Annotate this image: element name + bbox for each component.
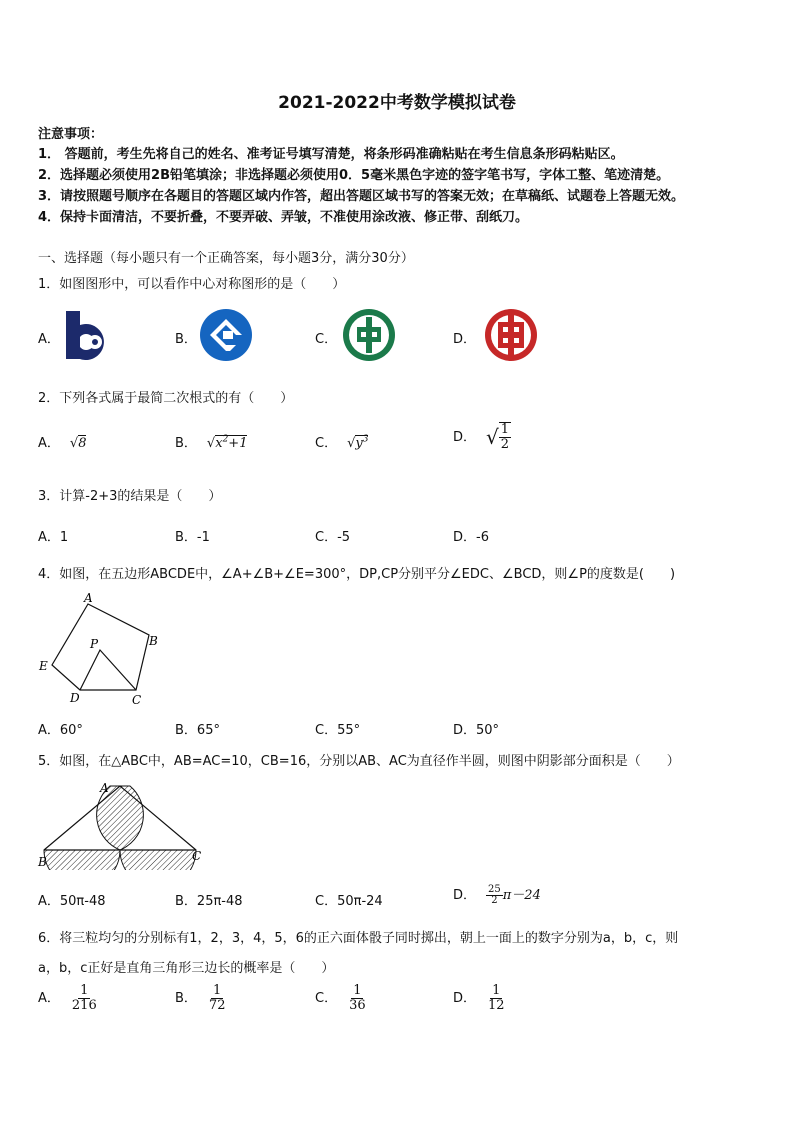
q6-a-numerator: 1 bbox=[80, 983, 89, 998]
figure-label-d: D bbox=[70, 691, 80, 705]
sqrt-icon: √ bbox=[69, 436, 79, 451]
q3-option-c: C．-5 bbox=[315, 530, 351, 545]
question-6-stem-line-2: a，b，c正好是直角三角形三边长的概率是（ ） bbox=[38, 961, 335, 976]
notice-item: 1． 答题前，考生先将自己的姓名、准考证号填写清楚，将条形码准确粘贴在考生信息条形码粘贴区。 bbox=[38, 147, 624, 162]
q2-c-exponent: 3 bbox=[362, 434, 369, 445]
notice-item: 2．选择题必须使用2B铅笔填涂；非选择题必须使用0．5毫米黑色字迹的签字笔书写，字体工整、笔迹清楚。 bbox=[38, 168, 670, 183]
sqrt-icon: √ bbox=[486, 425, 499, 449]
figure-label-p: P bbox=[90, 637, 99, 651]
q4-option-d: D．50° bbox=[453, 723, 500, 738]
q3-option-d: D．-6 bbox=[453, 530, 489, 545]
q6-c-denominator: 36 bbox=[349, 998, 366, 1013]
q5-d-denominator: 2 bbox=[491, 895, 498, 906]
q6-option-b-label: B． bbox=[175, 991, 197, 1006]
question-2-stem: 2．下列各式属于最简二次根式的有（ ） bbox=[38, 391, 294, 406]
figure-label-b: B bbox=[149, 634, 158, 648]
abc-logo-icon bbox=[341, 307, 397, 363]
q2-d-denominator: 2 bbox=[500, 437, 510, 452]
q6-option-d-label: D． bbox=[453, 991, 477, 1006]
sqrt-icon: √ bbox=[206, 436, 216, 451]
question-6-stem-line-1: 6．将三粒均匀的分别标有1，2，3，4，5，6的正六面体骰子同时掷出，朝上一面上的数字分别为a，b，c，则 bbox=[38, 931, 679, 946]
q3-option-a: A．1 bbox=[38, 530, 69, 545]
sqrt-icon: √ bbox=[347, 436, 356, 451]
q6-option-c bbox=[315, 984, 368, 1013]
q6-d-numerator: 1 bbox=[492, 983, 501, 998]
q1-option-d-label: D． bbox=[453, 332, 477, 347]
figure-label-b: B bbox=[38, 855, 47, 869]
figure-label-c: C bbox=[132, 693, 142, 707]
question-5-stem: 5．如图，在△ABC中，AB=AC=10，CB=16，分别以AB、AC为直径作半圆，则图中阴影部分面积是（ ） bbox=[38, 754, 680, 769]
q2-c-radicand: y bbox=[355, 436, 363, 451]
q6-option-b bbox=[175, 984, 227, 1013]
q2-option-b bbox=[175, 432, 247, 451]
q2-b-exponent: 2 bbox=[222, 434, 229, 445]
q2-option-a bbox=[38, 432, 86, 451]
q4-option-b: B．65° bbox=[175, 723, 220, 738]
q6-option-d bbox=[453, 984, 507, 1013]
q6-option-c-label: C． bbox=[315, 991, 338, 1006]
q5-option-c: C．50π-24 bbox=[315, 894, 383, 909]
q5-d-numerator: 25 bbox=[488, 884, 501, 895]
q2-option-b-label: B． bbox=[175, 436, 197, 451]
q3-option-b: B．-1 bbox=[175, 530, 210, 545]
q2-a-radicand: 8 bbox=[78, 436, 87, 451]
q2-option-d bbox=[453, 422, 511, 452]
q2-option-d-label: D． bbox=[453, 429, 477, 445]
q6-c-numerator: 1 bbox=[353, 983, 362, 998]
question-4-stem: 4．如图，在五边形ABCDE中，∠A+∠B+∠E=300°，DP,CP分别平分∠EDC、∠BCD，则∠P的度数是( ) bbox=[38, 567, 676, 582]
q5-option-d-label: D． bbox=[453, 888, 477, 903]
q6-d-denominator: 12 bbox=[488, 998, 505, 1013]
q6-b-numerator: 1 bbox=[213, 983, 222, 998]
q4-option-a: A．60° bbox=[38, 723, 83, 738]
q4-option-c: C．55° bbox=[315, 723, 361, 738]
figure-label-c: C bbox=[192, 849, 202, 863]
q2-b-tail: +1 bbox=[228, 436, 248, 451]
semicircle-figure bbox=[34, 778, 214, 870]
q1-option-a-label: A． bbox=[38, 332, 60, 347]
q6-a-denominator: 216 bbox=[71, 998, 97, 1013]
q5-option-d bbox=[453, 884, 541, 906]
notice-item: 3．请按照题号顺序在各题目的答题区域内作答，超出答题区域书写的答案无效；在草稿纸、试题卷上答题无效。 bbox=[38, 189, 685, 204]
notice-item: 4．保持卡面清洁，不要折叠，不要弄破、弄皱，不准使用涂改液、修正带、刮纸刀。 bbox=[38, 210, 529, 225]
question-3-stem: 3．计算-2+3的结果是（ ） bbox=[38, 489, 222, 504]
pentagon-figure bbox=[36, 590, 166, 708]
q5-option-b: B．25π-48 bbox=[175, 894, 243, 909]
q6-option-a-label: A． bbox=[38, 991, 60, 1006]
figure-label-a: A bbox=[100, 781, 109, 795]
q6-b-denominator: 72 bbox=[208, 998, 226, 1013]
bocom-logo-icon bbox=[62, 307, 118, 363]
page-title: 2021-2022中考数学模拟试卷 bbox=[278, 93, 516, 113]
q2-option-c-label: C． bbox=[315, 436, 338, 451]
figure-label-a: A bbox=[84, 591, 93, 605]
ccb-logo-icon bbox=[198, 307, 254, 363]
figure-label-e: E bbox=[39, 659, 48, 673]
q5-d-tail: π－24 bbox=[502, 888, 541, 903]
q2-b-radicand: x bbox=[215, 436, 223, 451]
q2-d-numerator: 1 bbox=[500, 422, 510, 437]
question-1-stem: 1．如图图形中，可以看作中心对称图形的是（ ） bbox=[38, 277, 346, 292]
q1-option-b-label: B． bbox=[175, 332, 197, 347]
q2-option-c bbox=[315, 432, 368, 451]
icbc-logo-icon bbox=[483, 307, 539, 363]
section-heading: 一、选择题（每小题只有一个正确答案，每小题3分，满分30分） bbox=[38, 251, 414, 266]
q2-option-a-label: A． bbox=[38, 436, 60, 451]
q5-option-a: A．50π-48 bbox=[38, 894, 106, 909]
q6-option-a bbox=[38, 984, 99, 1013]
notice-heading: 注意事项： bbox=[38, 127, 104, 142]
q1-option-c-label: C． bbox=[315, 332, 338, 347]
